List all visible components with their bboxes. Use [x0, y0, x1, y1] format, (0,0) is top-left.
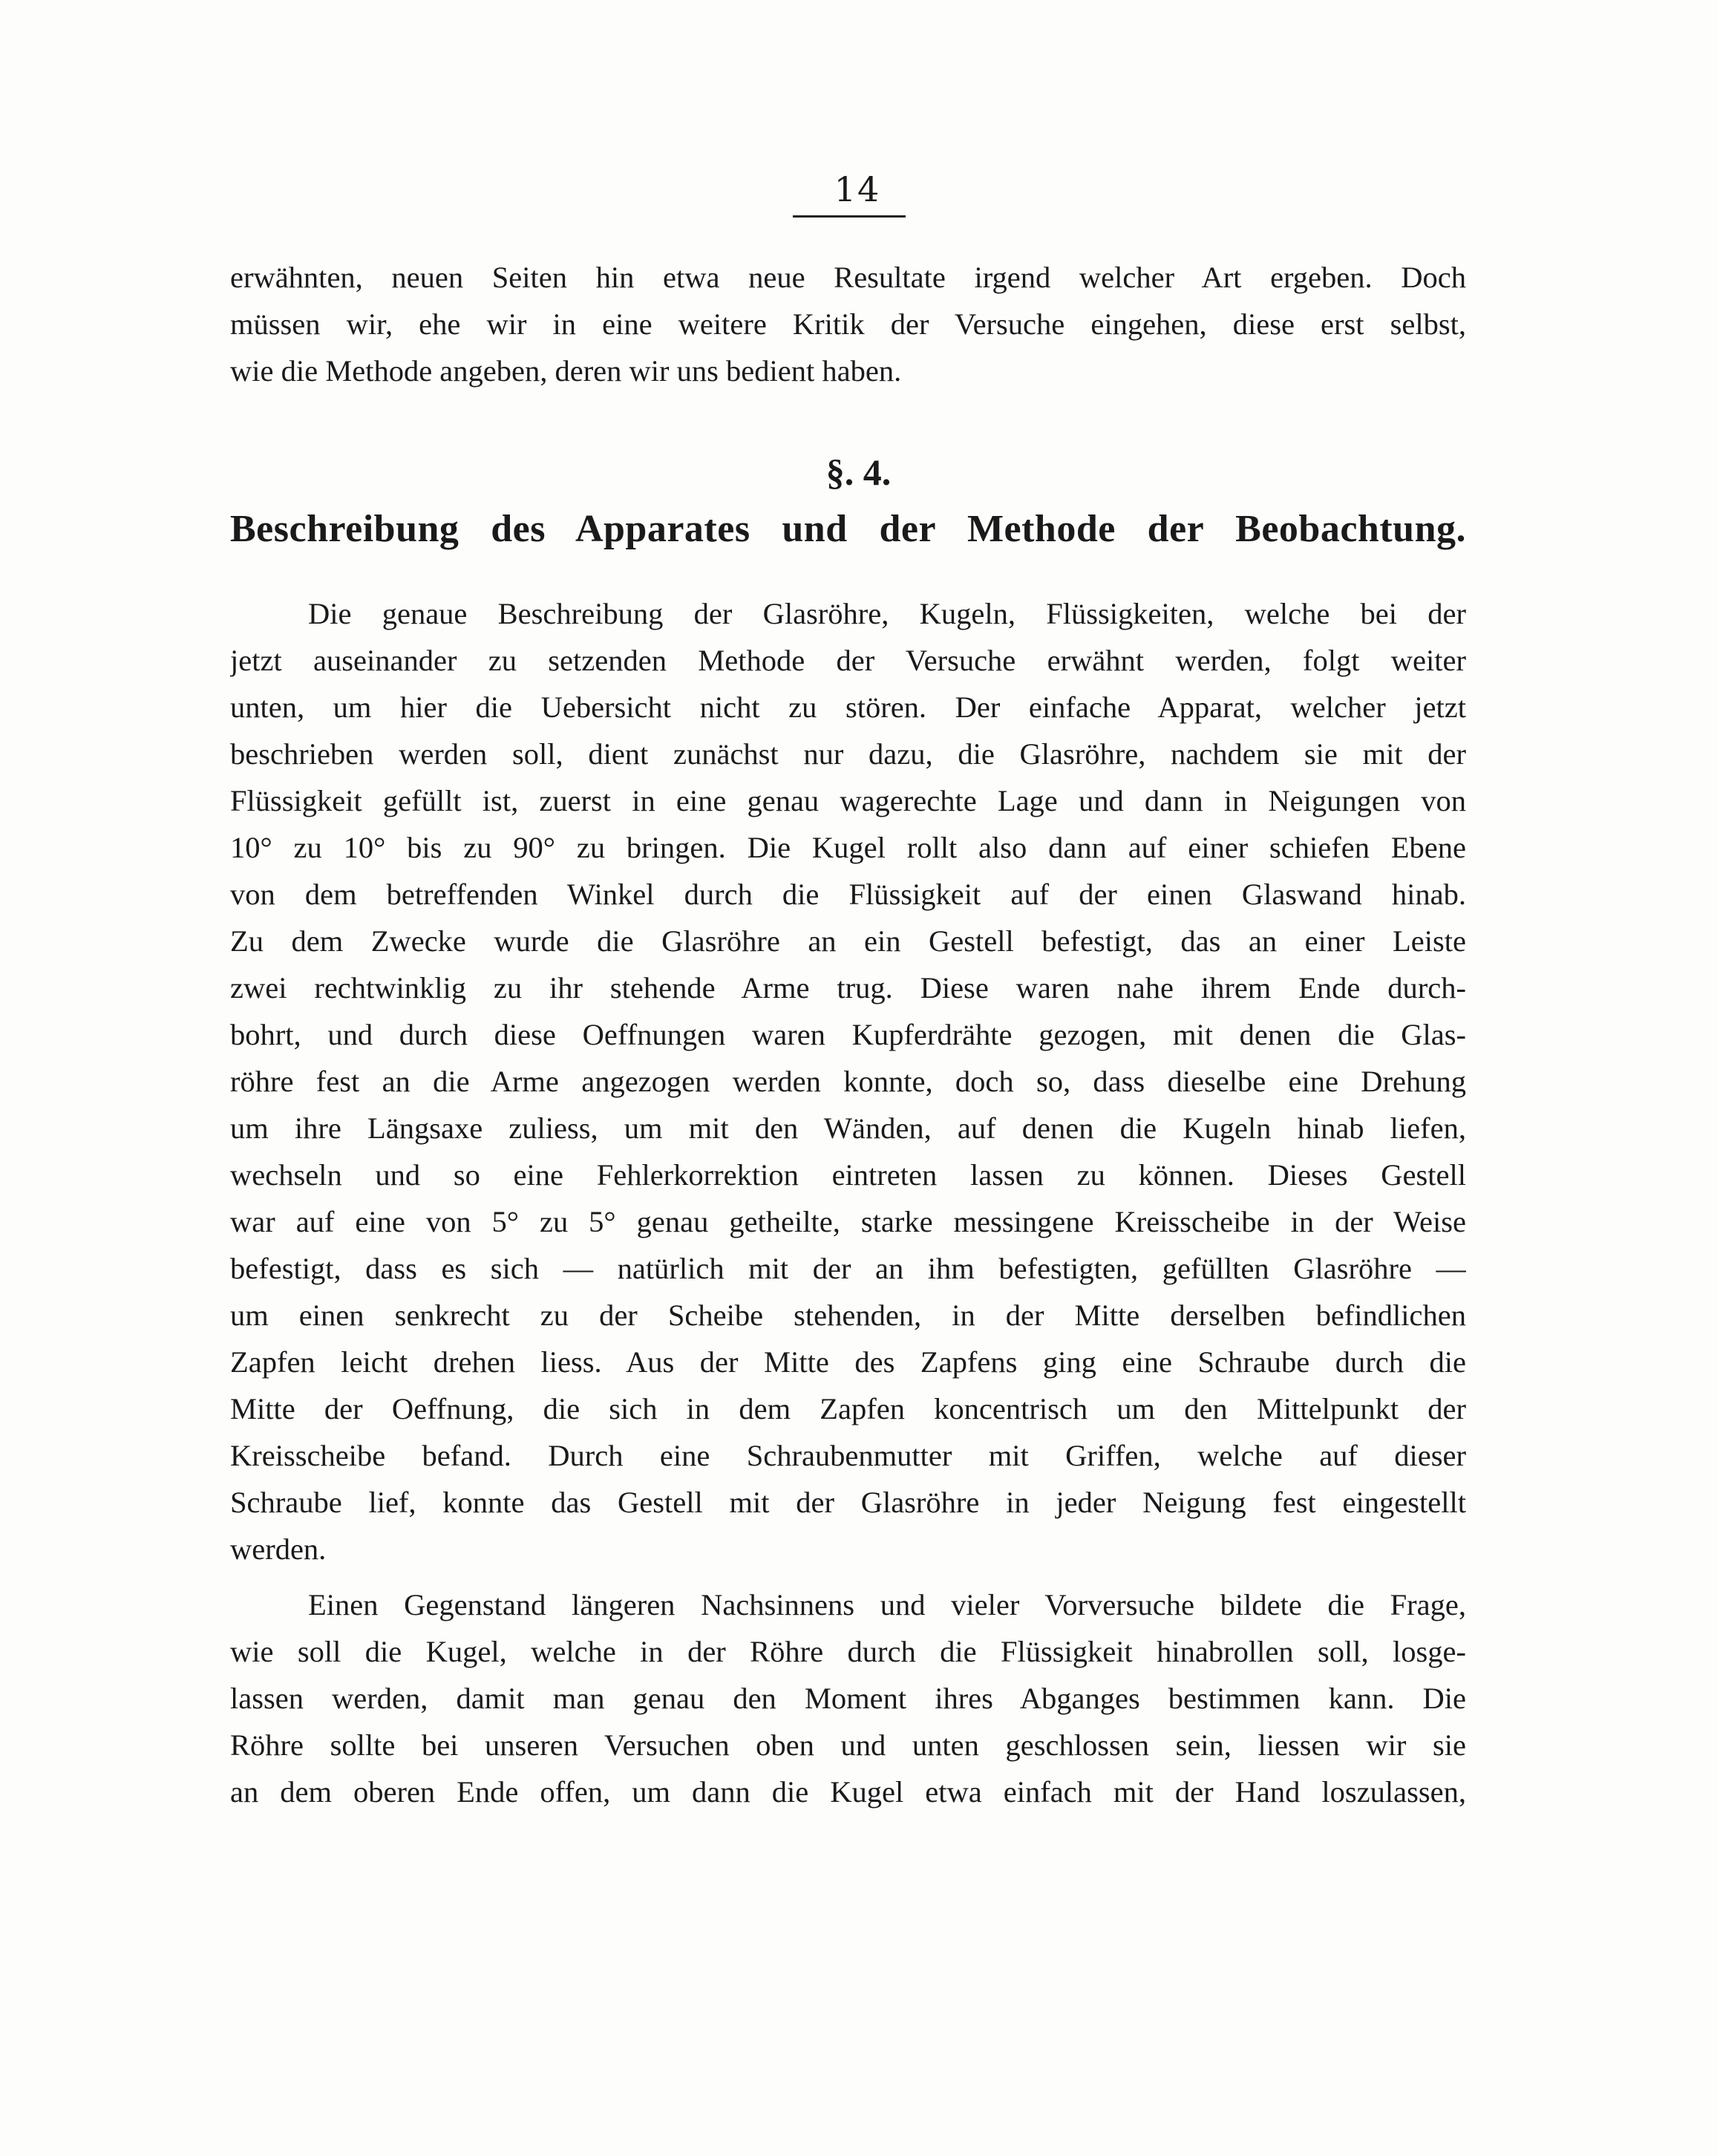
text-line: bohrt, und durch diese Oeffnungen waren Kupferdrähte gezogen, mit denen die Glas-: [230, 1018, 1466, 1051]
text-line: 10° zu 10° bis zu 90° zu bringen. Die Kugel rollt also dann auf einer schiefen Ebene: [230, 831, 1466, 864]
paragraph-1: [230, 590, 1466, 1572]
text-line: um einen senkrecht zu der Scheibe stehenden, in der Mitte derselben befindlichen: [230, 1298, 1466, 1332]
text-line: werden.: [230, 1532, 327, 1566]
text-line: wechseln und so eine Fehlerkorrektion eintreten lassen zu können. Dieses Gestell: [230, 1158, 1466, 1192]
section-number: §. 4.: [825, 451, 892, 493]
text-line: Röhre sollte bei unseren Versuchen oben und unten geschlossen sein, liessen wir sie: [230, 1728, 1466, 1762]
text-line: befestigt, dass es sich — natürlich mit der an ihm befestigten, gefüllten Glasröhre —: [230, 1252, 1466, 1285]
text-line: Kreisscheibe befand. Durch eine Schraubenmutter mit Griffen, welche auf dieser: [230, 1439, 1466, 1472]
text-line: erwähnten, neuen Seiten hin etwa neue Resultate irgend welcher Art ergeben. Doch: [230, 261, 1466, 294]
text-line: zwei rechtwinklig zu ihr stehende Arme trug. Diese waren nahe ihrem Ende durch-: [230, 971, 1466, 1004]
text-line: wie die Methode angeben, deren wir uns bedient haben.: [230, 354, 902, 388]
text-line: Zu dem Zwecke wurde die Glasröhre an ein Gestell befestigt, das an einer Leiste: [230, 924, 1466, 958]
page-number: 14: [834, 169, 881, 209]
text-line: beschrieben werden soll, dient zunächst nur dazu, die Glasröhre, nachdem sie mit der: [230, 737, 1466, 771]
text-line: Schraube lief, konnte das Gestell mit der Glasröhre in jeder Neigung fest eingestellt: [230, 1486, 1466, 1519]
text-line: röhre fest an die Arme angezogen werden konnte, doch so, dass dieselbe eine Drehung: [230, 1065, 1466, 1098]
text-line: Flüssigkeit gefüllt ist, zuerst in eine genau wagerechte Lage und dann in Neigungen von: [230, 784, 1466, 817]
text-line: lassen werden, damit man genau den Moment ihres Abganges bestimmen kann. Die: [230, 1682, 1466, 1715]
text-line: Mitte der Oeffnung, die sich in dem Zapfen koncentrisch um den Mittelpunkt der: [230, 1392, 1466, 1425]
text-line: war auf eine von 5° zu 5° genau getheilte, starke messingene Kreisscheibe in der Weise: [230, 1205, 1466, 1238]
text-line: Die genaue Beschreibung der Glasröhre, Kugeln, Flüssigkeiten, welche bei der: [308, 597, 1466, 630]
text-line: Zapfen leicht drehen liess. Aus der Mitte des Zapfens ging eine Schraube durch die: [230, 1345, 1466, 1379]
text-line: um ihre Längsaxe zuliess, um mit den Wänden, auf denen die Kugeln hinab liefen,: [230, 1111, 1466, 1145]
paragraph-2: [230, 1581, 1466, 1815]
text-line: von dem betreffenden Winkel durch die Flüssigkeit auf der einen Glaswand hinab.: [230, 878, 1466, 911]
text-line: müssen wir, ehe wir in eine weitere Kritik der Versuche eingehen, diese erst selbst,: [230, 307, 1466, 341]
text-line: wie soll die Kugel, welche in der Röhre durch die Flüssigkeit hinabrollen soll, losge-: [230, 1635, 1466, 1668]
text-line: jetzt auseinander zu setzenden Methode der Versuche erwähnt werden, folgt weiter: [230, 644, 1466, 677]
intro-text: [230, 254, 1466, 394]
text-line: an dem oberen Ende offen, um dann die Kugel etwa einfach mit der Hand loszulassen,: [230, 1775, 1466, 1809]
section-title: Beschreibung des Apparates und der Methode der Beobachtung.: [230, 508, 1466, 550]
text-line: unten, um hier die Uebersicht nicht zu stören. Der einfache Apparat, welcher jetzt: [230, 690, 1466, 724]
page-number-rule: [793, 215, 906, 218]
text-line: Einen Gegenstand längeren Nachsinnens und vieler Vorversuche bildete die Frage,: [308, 1588, 1466, 1621]
